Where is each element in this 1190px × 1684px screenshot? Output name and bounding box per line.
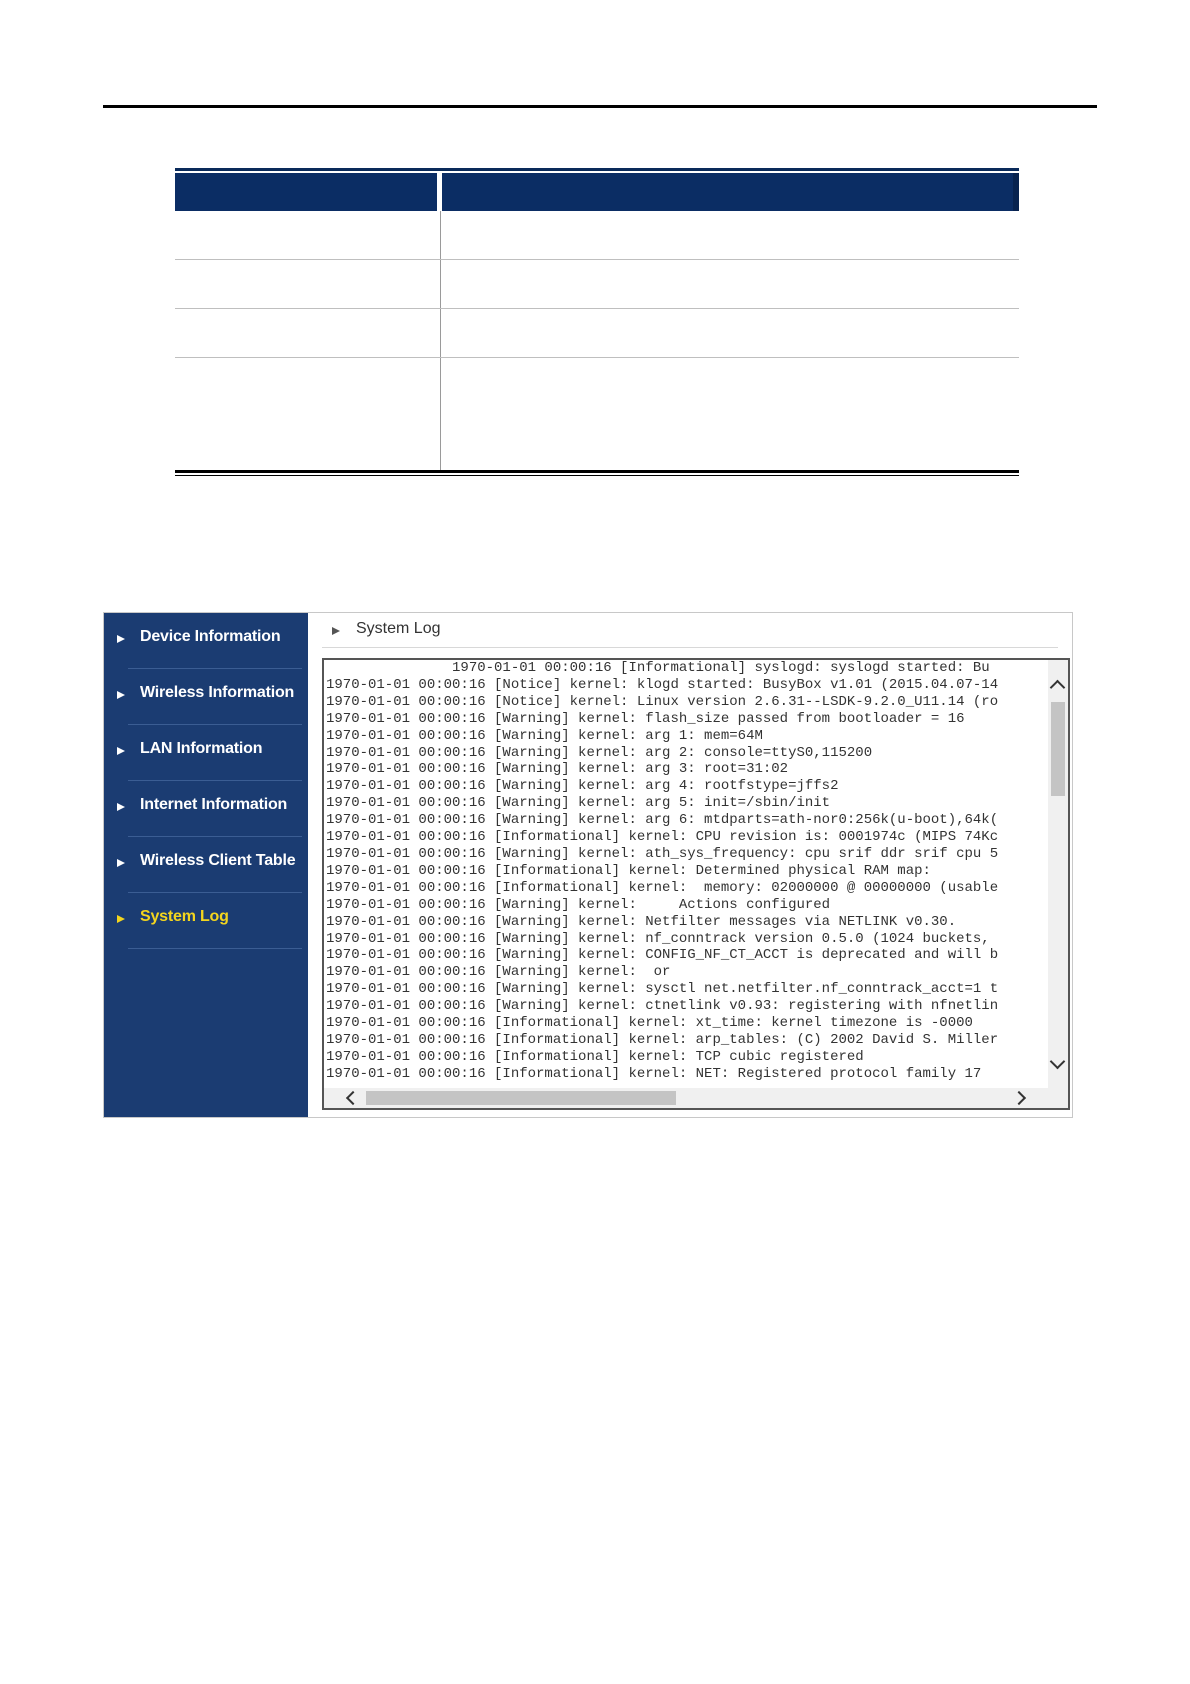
system-log-textarea[interactable]: [322, 658, 1070, 1110]
chevron-up-icon[interactable]: [1050, 680, 1066, 696]
triangle-right-icon: [117, 803, 125, 811]
section-title-bar: [322, 613, 1058, 648]
log-line: 1970-01-01 00:00:16 [Informational] kernel: Determined physical RAM map:: [326, 862, 931, 879]
sidebar-item-label: Internet Information: [140, 796, 288, 813]
log-line: 1970-01-01 00:00:16 [Warning] kernel: nf_conntrack version 0.5.0 (1024 buckets,: [326, 930, 999, 947]
triangle-right-icon: [117, 635, 125, 643]
log-line: 1970-01-01 00:00:16 [Informational] kernel: CPU revision is: 0001974c (MIPS 74Kc: [326, 829, 999, 846]
log-line: 1970-01-01 00:00:16 [Notice] kernel: klogd started: BusyBox v1.01 (2015.04.07-14: [326, 676, 999, 693]
system-log-screenshot: [103, 612, 1073, 1118]
table-row: [175, 211, 1019, 260]
log-line: 1970-01-01 00:00:16 [Warning] kernel: arg 1: mem=64M: [326, 727, 763, 744]
table-bottom-border: [175, 470, 1019, 476]
chevron-down-icon[interactable]: [1050, 1054, 1066, 1070]
log-line: 1970-01-01 00:00:16 [Warning] kernel: flash_size passed from bootloader = 16: [326, 710, 965, 727]
table-header-row: [175, 173, 1019, 211]
sidebar-item-label: Wireless Client Table: [140, 852, 296, 869]
triangle-right-icon: [332, 627, 340, 635]
description-table: [175, 168, 1019, 476]
log-line: 1970-01-01 00:00:16 [Warning] kernel: arg 3: root=31:02: [326, 761, 789, 778]
sidebar-item-label: Device Information: [140, 628, 281, 645]
horizontal-scrollbar[interactable]: [324, 1088, 1068, 1108]
sidebar: [104, 613, 308, 1117]
log-line: 1970-01-01 00:00:16 [Informational] kernel: arp_tables: (C) 2002 David S. Miller: [326, 1031, 999, 1048]
log-line: 1970-01-01 00:00:16 [Warning] kernel: Netfilter messages via NETLINK v0.30.: [326, 913, 957, 930]
table-header-cell-description: [442, 173, 1019, 211]
log-line: 1970-01-01 00:00:16 [Informational] syslogd: syslogd started: Bu: [326, 660, 990, 676]
log-line: 1970-01-01 00:00:16 [Informational] kernel: TCP cubic registered: [326, 1048, 864, 1065]
table-row: [175, 358, 1019, 470]
log-line: 1970-01-01 00:00:16 [Informational] kernel: NET: Registered protocol family 17: [326, 1065, 982, 1082]
log-line: 1970-01-01 00:00:16 [Warning] kernel: arg 6: mtdparts=ath-nor0:256k(u-boot),64k(: [326, 812, 999, 829]
vertical-scroll-thumb[interactable]: [1051, 702, 1065, 796]
horizontal-scroll-thumb[interactable]: [366, 1091, 676, 1105]
sidebar-item-device-information[interactable]: [104, 613, 308, 669]
log-line: 1970-01-01 00:00:16 [Warning] kernel: ctnetlink v0.93: registering with nfnetlin: [326, 998, 999, 1015]
chevron-right-icon[interactable]: [1012, 1091, 1026, 1105]
sidebar-item-label: System Log: [140, 908, 229, 925]
log-line: 1970-01-01 00:00:16 [Warning] kernel: or: [326, 964, 671, 981]
table-row: [175, 309, 1019, 358]
sidebar-item-label: Wireless Information: [140, 684, 295, 701]
chevron-left-icon[interactable]: [346, 1091, 360, 1105]
log-line: 1970-01-01 00:00:16 [Warning] kernel: ath_sys_frequency: cpu srif ddr srif cpu 5: [326, 845, 999, 862]
sidebar-item-lan-information[interactable]: [104, 725, 308, 781]
log-line: 1970-01-01 00:00:16 [Notice] kernel: Linux version 2.6.31--LSDK-9.2.0_U11.14 (ro: [326, 693, 999, 710]
triangle-right-icon: [117, 915, 125, 923]
log-line: 1970-01-01 00:00:16 [Warning] kernel: Actions configured: [326, 896, 831, 913]
log-line: 1970-01-01 00:00:16 [Informational] kernel: memory: 02000000 @ 00000000 (usable: [326, 879, 999, 896]
table-header-cell-object: [175, 173, 437, 211]
log-line: 1970-01-01 00:00:16 [Warning] kernel: arg 2: console=ttyS0,115200: [326, 744, 873, 761]
triangle-right-icon: [117, 691, 125, 699]
sidebar-item-wireless-information[interactable]: [104, 669, 308, 725]
log-line: 1970-01-01 00:00:16 [Warning] kernel: sysctl net.netfilter.nf_conntrack_acct=1 t: [326, 981, 999, 998]
vertical-scrollbar[interactable]: [1048, 660, 1068, 1088]
table-top-border: [175, 168, 1019, 171]
log-text: [326, 660, 1048, 1088]
log-line: 1970-01-01 00:00:16 [Warning] kernel: arg 4: rootfstype=jffs2: [326, 778, 839, 795]
log-line: 1970-01-01 00:00:16 [Warning] kernel: CONFIG_NF_CT_ACCT is deprecated and will b: [326, 947, 999, 964]
sidebar-item-wireless-client-table[interactable]: [104, 837, 308, 893]
log-line: 1970-01-01 00:00:16 [Informational] kernel: xt_time: kernel timezone is -0000: [326, 1015, 973, 1032]
log-line: 1970-01-01 00:00:16 [Warning] kernel: arg 5: init=/sbin/init: [326, 795, 831, 812]
main-content: [308, 613, 1072, 1117]
sidebar-item-system-log[interactable]: [104, 893, 308, 949]
header-rule: [103, 105, 1097, 108]
sidebar-item-internet-information[interactable]: [104, 781, 308, 837]
triangle-right-icon: [117, 747, 125, 755]
sidebar-item-label: LAN Information: [140, 740, 263, 757]
triangle-right-icon: [117, 859, 125, 867]
table-row: [175, 260, 1019, 309]
page-title: System Log: [356, 620, 441, 637]
